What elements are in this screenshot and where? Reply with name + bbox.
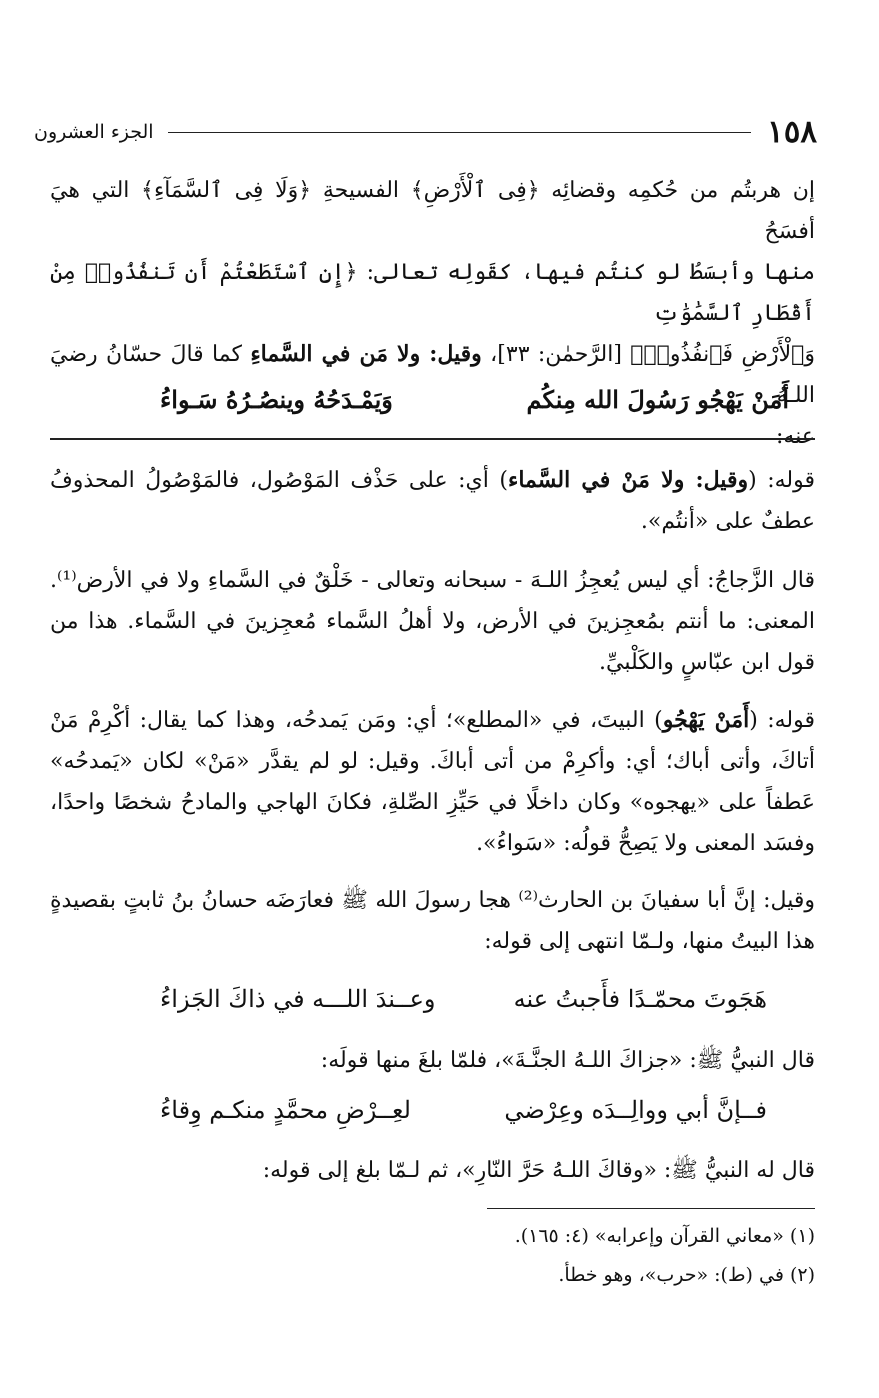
commentary-3: قوله: (أَمَنْ يَهْجُو) البيتَ، في «المطلع»؛ أي: ومَن يَمدحُه، وهذا كما يقال: أكْرِمْ مَنْ أتاكَ، وأتى أباك؛ أي: وأكرِمْ من أتى أباكَ. وقيل: لو لم يقدَّر «مَنْ» لكان «يَمدحُه» عَطفاً على «يهجوه» وكان داخلًا في حَيِّزِ الصِّلةِ، فكانَ الهاجي والمادحُ شخصًا واحدًا، وفسَد المعنى ولا يَصِحُّ قولُه: «سَواءُ». [50, 707, 816, 856]
verse3-second-hemistich: لعِــرْضِ محمَّدٍ منكـم وِقاءُ [160, 1096, 411, 1124]
verse2-second-hemistich: وعــندَ اللـــه في ذاكَ الجَزاءُ [160, 985, 436, 1013]
commentary-4: وقيل: إنَّ أبا سفيانَ بن الحارث⁽²⁾ هجا رسولَ الله ﷺ فعارَضَه حسانُ بنُ ثابتٍ بقصيدةٍ هذا البيتُ منها، ولـمّا انتهى إلى قوله: [50, 888, 815, 954]
footnote-1: (١) «معاني القرآن وإعرابه» (٤: ١٦٥). [514, 1225, 815, 1247]
header-rule [168, 132, 751, 133]
main-text-line-1: إن هربتُم من حُكمِه وقضائِه ﴿فِى ٱلْأَرْضِ﴾ الفسيحةِ ﴿وَلَا فِى ٱلسَّمَآءِ﴾ التي هيَ أفسَحُ [50, 178, 815, 244]
commentary-2: قال الزَّجاجُ: أي ليس يُعجِزُ اللـهَ - سبحانه وتعالى - خَلْقٌ في السَّماءِ ولا في الأرض⁽¹⁾. المعنى: ما أنتم بمُعجِزينَ في الأرض، ولا أهلُ السَّماء مُعجِزينَ في السَّماء. هذا من قول ابن عبّاسٍ والكَلْبيِّ. [50, 568, 815, 675]
verse-3 [160, 1096, 767, 1124]
verse-2 [160, 985, 767, 1013]
verse2-first-hemistich: هَجَوتَ محمّـدًا فأَجبتُ عنه [513, 985, 767, 1013]
main-text-line-2: منها وأبسَطُ لو كنتُم فيها، كقَولِه تعالى: ﴿إِنِ ٱسْتَطَعْتُمْ أَن تَنفُذُوا۟ مِنْ أَقْطَارِ ٱلسَّمَٰوَٰتِ [50, 260, 815, 326]
verse-first-hemistich: أَمَنْ يَهْجُو رَسُولَ الله مِنكُم [526, 385, 789, 414]
commentary-1: قوله: (وقيل: ولا مَنْ في السَّماء) أي: على حَذْف المَوْصُول، فالمَوْصُولُ المحذوفُ عطفٌ على «أنتُم». [50, 467, 815, 534]
running-title: الجزء العشرون [34, 121, 154, 143]
commentary-6: قال له النبيُّ ﷺ: «وقاكَ اللـهُ حَرَّ النّارِ»، ثم لـمّا بلغ إلى قوله: [262, 1158, 815, 1183]
main-verse [160, 385, 789, 414]
page-number: ١٥٨ [767, 114, 817, 150]
main-text-line-4: عنه: [776, 424, 815, 449]
footnote-divider [487, 1208, 815, 1209]
main-text-line-3: وَٱلْأَرْضِ فَٱنفُذُوا۟﴾ [الرَّحمٰن: ٣٣]، وقيل: ولا مَن في السَّماءِ كما قالَ حسّانُ رضيَ اللـهُ [50, 341, 815, 408]
lemma: وقيل: ولا مَنْ في السَّماء [507, 467, 749, 493]
verse3-first-hemistich: فــإنَّ أبي ووالِــدَه وعِرْضي [504, 1096, 767, 1124]
verse-second-hemistich: وَيَمْـدَحُهُ وينصُـرُهُ سَـواءُ [160, 385, 393, 414]
page-header [34, 112, 817, 152]
quoted-variant: وقيل: ولا مَن في السَّماءِ [250, 341, 482, 367]
commentary-5: قال النبيُّ ﷺ: «جزاكَ اللـهُ الجنَّـةَ»، فلمّا بلغَ منها قولَه: [320, 1048, 815, 1073]
commentary-divider [50, 438, 815, 440]
footnote-2: (٢) في (ط): «حرب»، وهو خطأ. [558, 1264, 815, 1286]
lemma: أَمَنْ يَهْجُو [662, 707, 750, 733]
